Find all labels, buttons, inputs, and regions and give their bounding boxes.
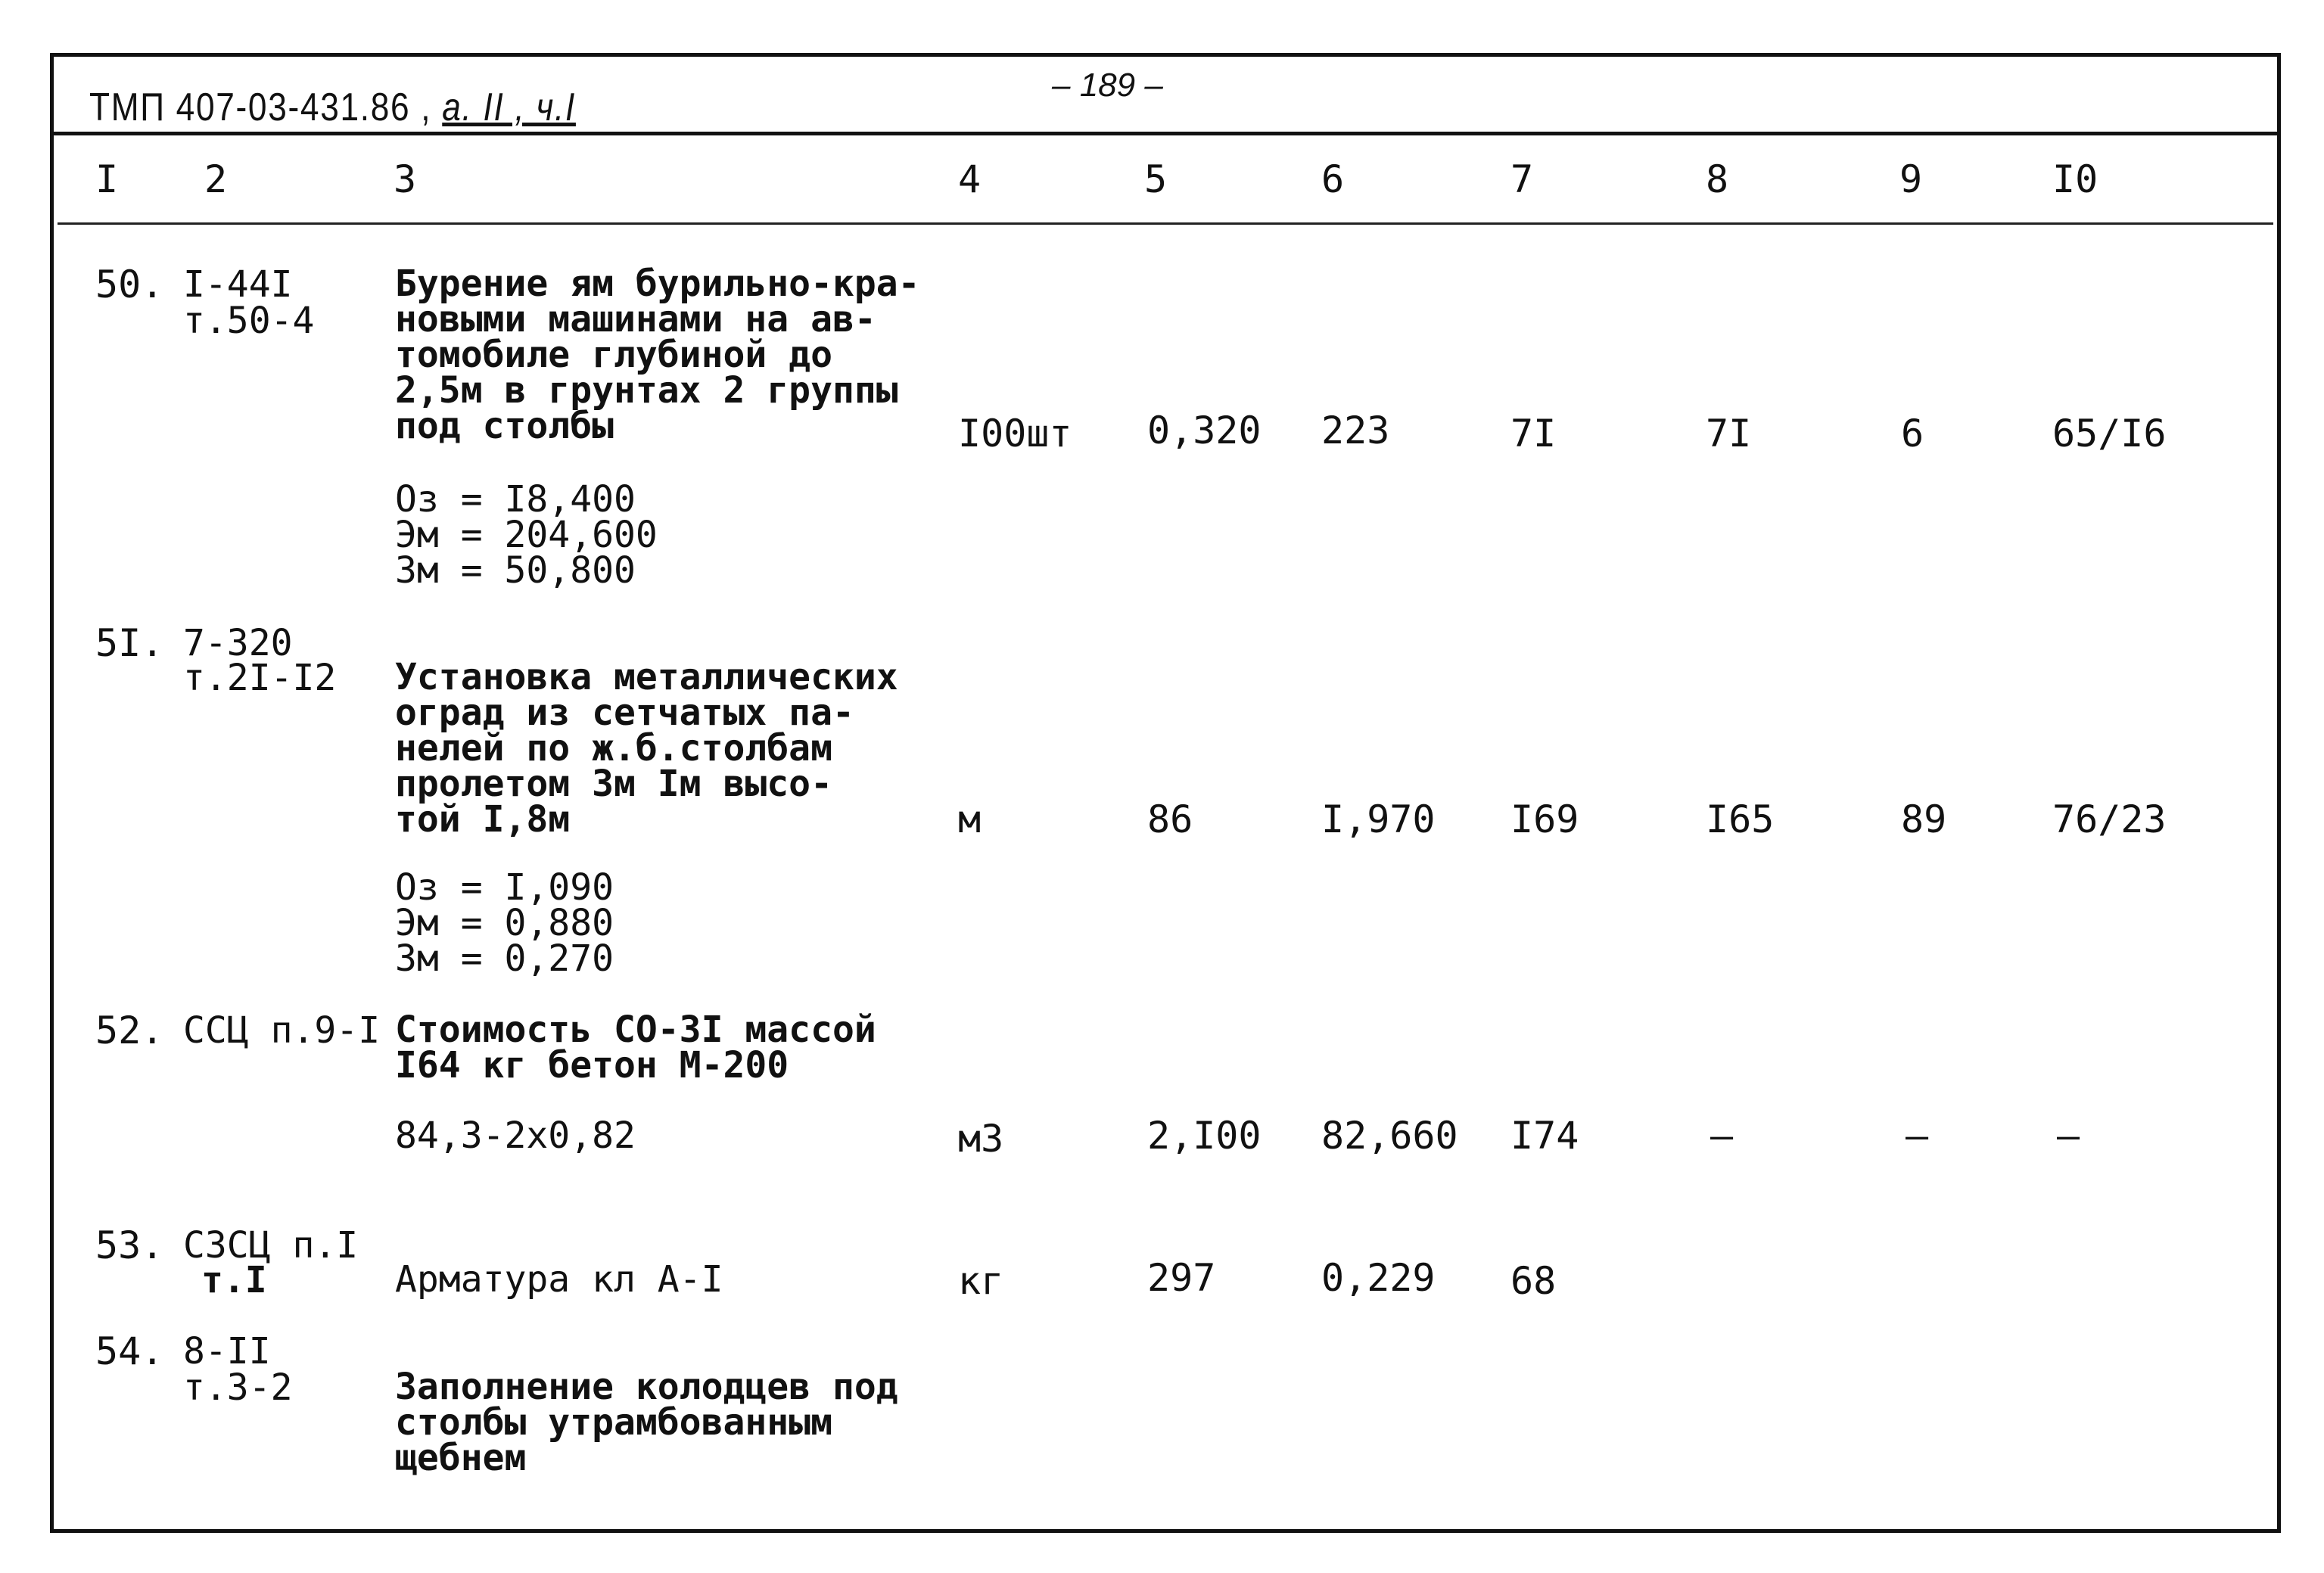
row-col9: 89 — [1901, 797, 1947, 841]
row-code-line1: 7-320 — [183, 622, 293, 664]
row-unit: кг — [958, 1259, 1004, 1303]
row-number: 53. — [95, 1223, 164, 1267]
row-number: 5I. — [95, 621, 164, 665]
row-col9: – — [1906, 1114, 1929, 1158]
page-frame — [50, 53, 2281, 1533]
row-code-line2: т.2I-I2 — [183, 657, 337, 699]
column-header-6: 6 — [1321, 157, 1345, 201]
row-col5: 0,320 — [1147, 409, 1262, 452]
row-description: Установка металлических оград из сетчатых па- нелей по ж.б.столбам пролетом 3м Iм высо- той I,8м — [395, 656, 898, 841]
row-col9: 6 — [1901, 412, 1924, 455]
row-description: Арматура кл А-I — [395, 1258, 723, 1301]
row-col10: 76/23 — [2052, 797, 2167, 841]
column-header-1: I — [95, 157, 119, 201]
row-col7: 7I — [1510, 412, 1557, 455]
row-code-line2: т.50-4 — [183, 300, 315, 342]
row-description: Стоимость СО-3I массой I64 кг бетон М-200 — [395, 1009, 876, 1086]
column-header-7: 7 — [1510, 157, 1534, 201]
row-col8: I65 — [1706, 797, 1775, 841]
column-header-10: I0 — [2052, 157, 2098, 201]
row-code-line1: 8-II — [183, 1330, 271, 1372]
document-reference — [89, 85, 576, 130]
column-header-2: 2 — [204, 157, 228, 201]
row-unit: м — [958, 797, 982, 841]
row-formulas: 84,3-2х0,82 — [395, 1114, 636, 1157]
row-col10: – — [2057, 1114, 2080, 1158]
row-code-line1: СЗСЦ п.I — [183, 1224, 359, 1267]
row-col7: 68 — [1510, 1259, 1557, 1303]
row-number: 54. — [95, 1329, 164, 1373]
row-number: 52. — [95, 1009, 164, 1052]
document-code: ТМП 407-03-431.86 , — [89, 85, 432, 129]
row-formulas: Оз = I,090 Эм = 0,880 Зм = 0,270 — [395, 866, 614, 980]
row-col6: I,970 — [1321, 797, 1436, 841]
row-unit: I00шт — [958, 412, 1072, 455]
row-number: 50. — [95, 263, 164, 306]
row-description: Бурение ям бурильно-кра- новыми машинами на ав- томобиле глубиной до 2,5м в грунтах 2 группы под столбы — [395, 263, 920, 447]
row-col7: I74 — [1510, 1114, 1579, 1158]
row-col5: 2,I00 — [1147, 1114, 1262, 1158]
column-header-5: 5 — [1144, 157, 1168, 201]
row-col8: – — [1710, 1114, 1734, 1158]
row-col7: I69 — [1510, 797, 1579, 841]
row-code-line1: ССЦ п.9-I — [183, 1009, 381, 1052]
column-header-4: 4 — [958, 157, 982, 201]
header-divider — [50, 132, 2281, 135]
row-col6: 223 — [1321, 409, 1390, 452]
row-unit: м3 — [958, 1117, 1004, 1161]
column-header-3: 3 — [394, 157, 417, 201]
row-col8: 7I — [1706, 412, 1752, 455]
row-description: Заполнение колодцев под столбы утрамбованным щебнем — [395, 1366, 898, 1479]
row-col10: 65/I6 — [2052, 412, 2167, 455]
row-col6: 82,660 — [1321, 1114, 1458, 1158]
row-formulas: Оз = I8,400 Эм = 204,600 Зм = 50,800 — [395, 478, 658, 592]
row-col6: 0,229 — [1321, 1256, 1436, 1300]
column-header-9: 9 — [1899, 157, 1923, 201]
row-col5: 86 — [1147, 797, 1193, 841]
row-code-line1: I-44I — [183, 263, 293, 306]
column-header-8: 8 — [1706, 157, 1729, 201]
column-header-divider — [58, 222, 2273, 225]
row-code-line2: т.I — [201, 1259, 267, 1301]
document-section: а. II , ч.I — [442, 85, 576, 129]
row-code-line2: т.3-2 — [183, 1366, 293, 1409]
page-number: – 189 – — [1052, 67, 1163, 104]
row-col5: 297 — [1147, 1256, 1216, 1300]
